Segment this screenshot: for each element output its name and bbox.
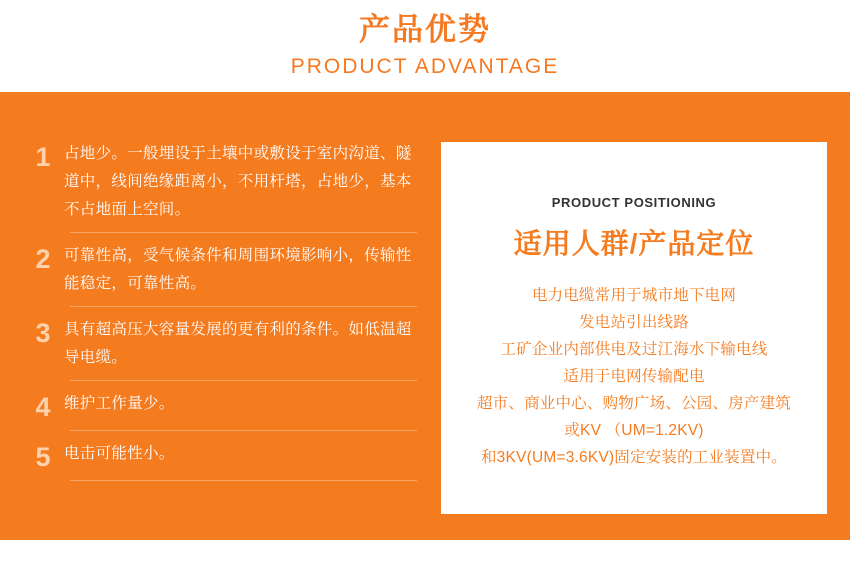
list-item (22, 242, 417, 307)
list-divider (70, 380, 417, 381)
card-line: 发电站引出线路 (579, 314, 689, 331)
card-line: 超市、商业中心、购物广场、公园、房产建筑 (476, 395, 791, 412)
advantages-list (22, 140, 417, 490)
list-item (22, 440, 417, 481)
list-item-text: 可靠性高，受气候条件和周围环境影响小，传输性能稳定，可靠性高。 (64, 247, 412, 292)
card-line: 工矿企业内部供电及过江海水下输电线 (500, 341, 768, 358)
content-band (0, 92, 850, 540)
card-body (441, 282, 827, 471)
list-item (22, 140, 417, 233)
list-item-number: 1 (35, 142, 51, 172)
card-line: 适用于电网传输配电 (563, 368, 705, 385)
card-line: 或KV （UM=1.2KV) (564, 422, 704, 439)
card-title: 适用人群/产品定位 (513, 228, 755, 259)
footer-spacer (0, 540, 850, 583)
card-line: 电力电缆常用于城市地下电网 (531, 287, 737, 304)
card-eyebrow: PRODUCT POSITIONING (551, 195, 717, 210)
list-item-text: 具有超高压大容量发展的更有利的条件。如低温超导电缆。 (64, 321, 412, 366)
list-item-number: 5 (35, 442, 51, 472)
list-divider (70, 430, 417, 431)
list-divider (70, 232, 417, 233)
product-positioning-card (441, 142, 827, 514)
page-subtitle: PRODUCT ADVANTAGE (290, 55, 560, 78)
list-item-text: 电击可能性小。 (64, 445, 175, 462)
page-header (0, 0, 850, 92)
list-item-text: 占地少。一般埋设于土壤中或敷设于室内沟道、隧道中，线间绝缘距离小，不用杆塔，占地少，基本不占地面上空间。 (64, 145, 412, 218)
list-divider (70, 480, 417, 481)
list-divider (70, 306, 417, 307)
list-item-number: 3 (35, 318, 51, 348)
page-title: 产品优势 (359, 12, 491, 47)
card-line: 和3KV(UM=3.6KV)固定安装的工业装置中。 (480, 449, 787, 466)
list-item-number: 2 (35, 244, 51, 274)
list-item-text: 维护工作量少。 (64, 395, 175, 412)
list-item-number: 4 (35, 392, 51, 422)
list-item (22, 316, 417, 381)
list-item (22, 390, 417, 431)
